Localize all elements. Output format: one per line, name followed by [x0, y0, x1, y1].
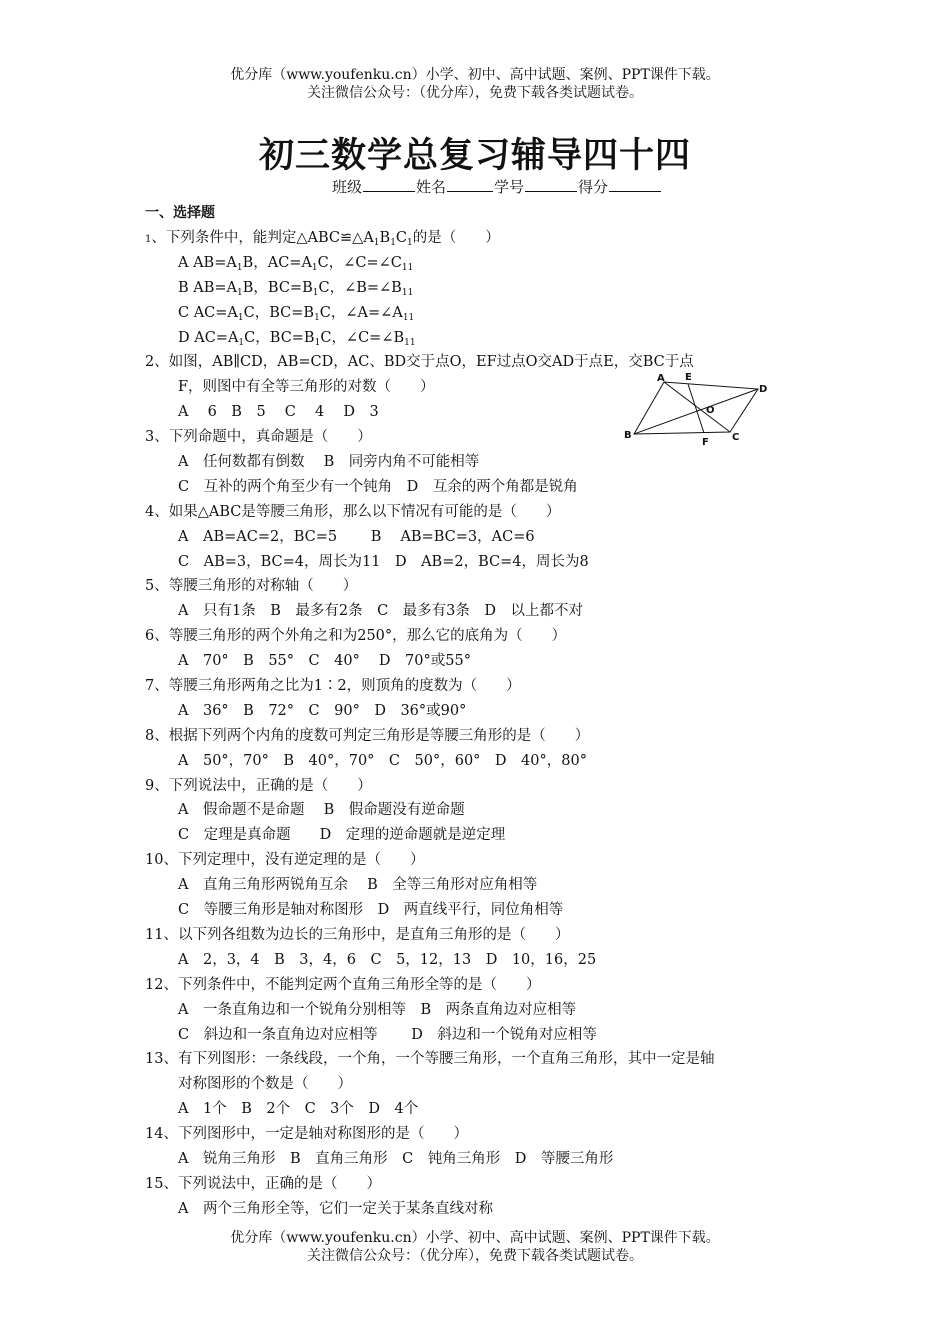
answer-line: C 等腰三角形是轴对称图形 D 两直线平行，同位角相等	[178, 902, 564, 919]
answer-line: A 锐角三角形 B 直角三角形 C 钝角三角形 D 等腰三角形	[178, 1150, 614, 1167]
option-text-segment: C	[244, 329, 256, 346]
student-info-line	[332, 176, 662, 197]
subscript: 1	[311, 262, 318, 273]
answer-line: F，则图中有全等三角形的对数（ ）	[178, 379, 435, 396]
option-text-segment: ，∠C=∠B	[331, 329, 405, 346]
score-label: 得分	[578, 178, 609, 196]
option-text-segment: ，∠A=∠A	[330, 304, 403, 321]
question-line: 4、如果△ABC是等腰三角形，那么以下情况有可能的是（ ）	[145, 503, 561, 520]
option-text-segment: ，BC=B	[253, 279, 313, 296]
answer-line: A 1个 B 2个 C 3个 D 4个	[178, 1101, 419, 1118]
subscript: 1	[402, 312, 409, 323]
option-text-segment: A AB=A	[178, 254, 237, 271]
question-1-separator: 、	[151, 230, 166, 246]
option-text-segment: C	[318, 279, 330, 296]
answer-line: A 6 B 5 C 4 D 3	[178, 404, 379, 421]
score-blank[interactable]	[609, 177, 661, 192]
question-1-options	[145, 251, 825, 351]
question-line: 6、等腰三角形的两个外角之和为250°，那么它的底角为（ ）	[145, 628, 567, 645]
option-text-segment: D AC=A	[178, 329, 239, 346]
subscript: 1	[236, 262, 243, 273]
option-text-segment: ，∠B=∠B	[329, 279, 402, 296]
answer-line: A 任何数都有倒数 B 同旁内角不可能相等	[178, 454, 480, 471]
question-line: 8、根据下列两个内角的度数可判定三角形是等腰三角形的是（ ）	[145, 727, 590, 744]
subscript: 1	[408, 312, 415, 323]
question-1-number: 1	[145, 234, 152, 245]
answer-line: 对称图形的个数是（ ）	[178, 1076, 352, 1093]
subscript: 1	[401, 287, 408, 298]
subscript: 1	[312, 287, 319, 298]
answer-line: A 假命题不是命题 B 假命题没有逆命题	[178, 802, 465, 819]
option-text-segment: ，AC=A	[253, 254, 312, 271]
label-e: E	[685, 372, 692, 383]
class-blank[interactable]	[363, 177, 415, 192]
answer-line: A 2，3，4 B 3，4，6 C 5，12，13 D 10，16，25	[178, 951, 597, 968]
question-1-option	[145, 326, 825, 351]
question-1-option	[145, 251, 825, 276]
question-1-option	[145, 301, 825, 326]
diagonal-ac	[664, 382, 730, 432]
label-a: A	[657, 373, 665, 384]
question-line: 7、等腰三角形两角之比为1∶2，则顶角的度数为（ ）	[145, 678, 521, 695]
answer-line: A AB=AC=2，BC=5 B AB=BC=3，AC=6	[178, 528, 535, 545]
question-line: 3、下列命题中，真命题是（ ）	[145, 429, 372, 446]
label-f: F	[702, 437, 709, 448]
answer-line: C 互补的两个角至少有一个钝角 D 互余的两个角都是锐角	[178, 478, 578, 495]
page-header	[0, 66, 950, 102]
answer-line: A 50°，70° B 40°，70° C 50°，60° D 40°，80°	[178, 752, 587, 769]
subscript: 1	[407, 287, 414, 298]
option-text-segment: ，BC=B	[254, 304, 315, 321]
student-id-blank[interactable]	[525, 177, 577, 192]
section-title: 一、选择题	[145, 205, 215, 221]
subscript: 1	[238, 337, 245, 348]
label-b: B	[624, 430, 632, 441]
subscript: 1	[409, 337, 416, 348]
question-line: 2、如图，AB∥CD，AB=CD，AC、BD交于点O，EF过点O交AD于点E，交BC于点	[145, 354, 694, 371]
option-text-segment: C	[320, 329, 332, 346]
label-d: D	[759, 384, 768, 395]
page-footer	[0, 1229, 950, 1265]
option-text-segment: ，BC=B	[255, 329, 315, 346]
answer-line: A 一条直角边和一个锐角分别相等 B 两条直角边对应相等	[178, 1001, 577, 1018]
subscript: 1	[373, 238, 380, 248]
answer-line: A 直角三角形两锐角互余 B 全等三角形对应角相等	[178, 877, 538, 894]
question-line: 11、以下列各组数为边长的三角形中，是直角三角形的是（ ）	[145, 926, 570, 943]
option-text-segment: B AB=A	[178, 279, 238, 296]
answer-line: A 两个三角形全等，它们一定关于某条直线对称	[178, 1200, 493, 1217]
answer-line: A 70° B 55° C 40° D 70°或55°	[178, 653, 471, 670]
footer-line-2: 关注微信公众号：（优分库），免费下载各类试题试卷。	[307, 1248, 643, 1264]
header-line-1: 优分库（www.youfenku.cn）小学、初中、高中试题、案例、PPT课件下载。	[230, 67, 720, 83]
subscript: 1	[314, 312, 320, 323]
question-line: 12、下列条件中，不能判定两个直角三角形全等的是（ ）	[145, 976, 541, 993]
questions-2-15	[145, 350, 825, 1221]
question-line: 10、下列定理中，没有逆定理的是（ ）	[145, 852, 425, 869]
question-1-stem	[145, 226, 825, 251]
subscript: 1	[404, 337, 410, 348]
header-line-2: 关注微信公众号：（优分库），免费下载各类试题试卷。	[307, 85, 643, 101]
option-text-segment: ，∠C=∠C	[328, 254, 402, 271]
option-text-segment: C	[319, 304, 331, 321]
subscript: 1	[407, 238, 413, 248]
question-line: 15、下列说法中，正确的是（ ）	[145, 1175, 381, 1192]
answer-line: C AB=3，BC=4，周长为11 D AB=2，BC=4，周长为8	[178, 553, 589, 570]
label-c: C	[732, 432, 740, 443]
student-id-label: 学号	[494, 178, 525, 196]
name-blank[interactable]	[447, 177, 493, 192]
subscript: 1	[390, 238, 396, 248]
answer-line: C 定理是真命题 D 定理的逆命题就是逆定理	[178, 827, 506, 844]
question-1-text-d: 的是（ ）	[412, 230, 500, 246]
question-line: 14、下列图形中，一定是轴对称图形的是（ ）	[145, 1126, 468, 1143]
subscript: 1	[314, 337, 321, 348]
diagonal-bd	[634, 389, 758, 434]
option-text-segment: B	[242, 254, 254, 271]
subscript: 1	[401, 262, 408, 273]
geometry-diagram	[620, 370, 770, 450]
segment-ef	[688, 384, 704, 433]
name-label: 姓名	[416, 178, 447, 196]
option-text-segment: C	[243, 304, 255, 321]
answer-line: C 斜边和一条直角边对应相等 D 斜边和一个锐角对应相等	[178, 1026, 597, 1043]
question-line: 13、有下列图形：一条线段，一个角，一个等腰三角形，一个直角三角形，其中一定是轴	[145, 1051, 715, 1068]
subscript: 1	[407, 262, 414, 273]
question-1-text-c: C	[395, 230, 408, 246]
option-text-segment: B	[242, 279, 254, 296]
answer-line: A 只有1条 B 最多有2条 C 最多有3条 D 以上都不对	[178, 603, 584, 620]
question-1-option	[145, 276, 825, 301]
question-1-text-b: B	[379, 230, 391, 246]
question-line: 5、等腰三角形的对称轴（ ）	[145, 578, 358, 595]
subscript: 1	[237, 287, 243, 298]
footer-line-1: 优分库（www.youfenku.cn）小学、初中、高中试题、案例、PPT课件下载。	[230, 1230, 720, 1246]
option-text-segment: C	[317, 254, 329, 271]
option-text-segment: C AC=A	[178, 304, 238, 321]
answer-line: A 36° B 72° C 90° D 36°或90°	[178, 702, 467, 719]
label-o: O	[706, 405, 715, 416]
class-label: 班级	[332, 178, 363, 196]
page-title: 初三数学总复习辅导四十四	[258, 136, 691, 176]
question-1-text-a: 下列条件中，能判定△ABC≌△A	[165, 230, 374, 246]
subscript: 1	[237, 312, 244, 323]
question-line: 9、下列说法中，正确的是（ ）	[145, 777, 372, 794]
